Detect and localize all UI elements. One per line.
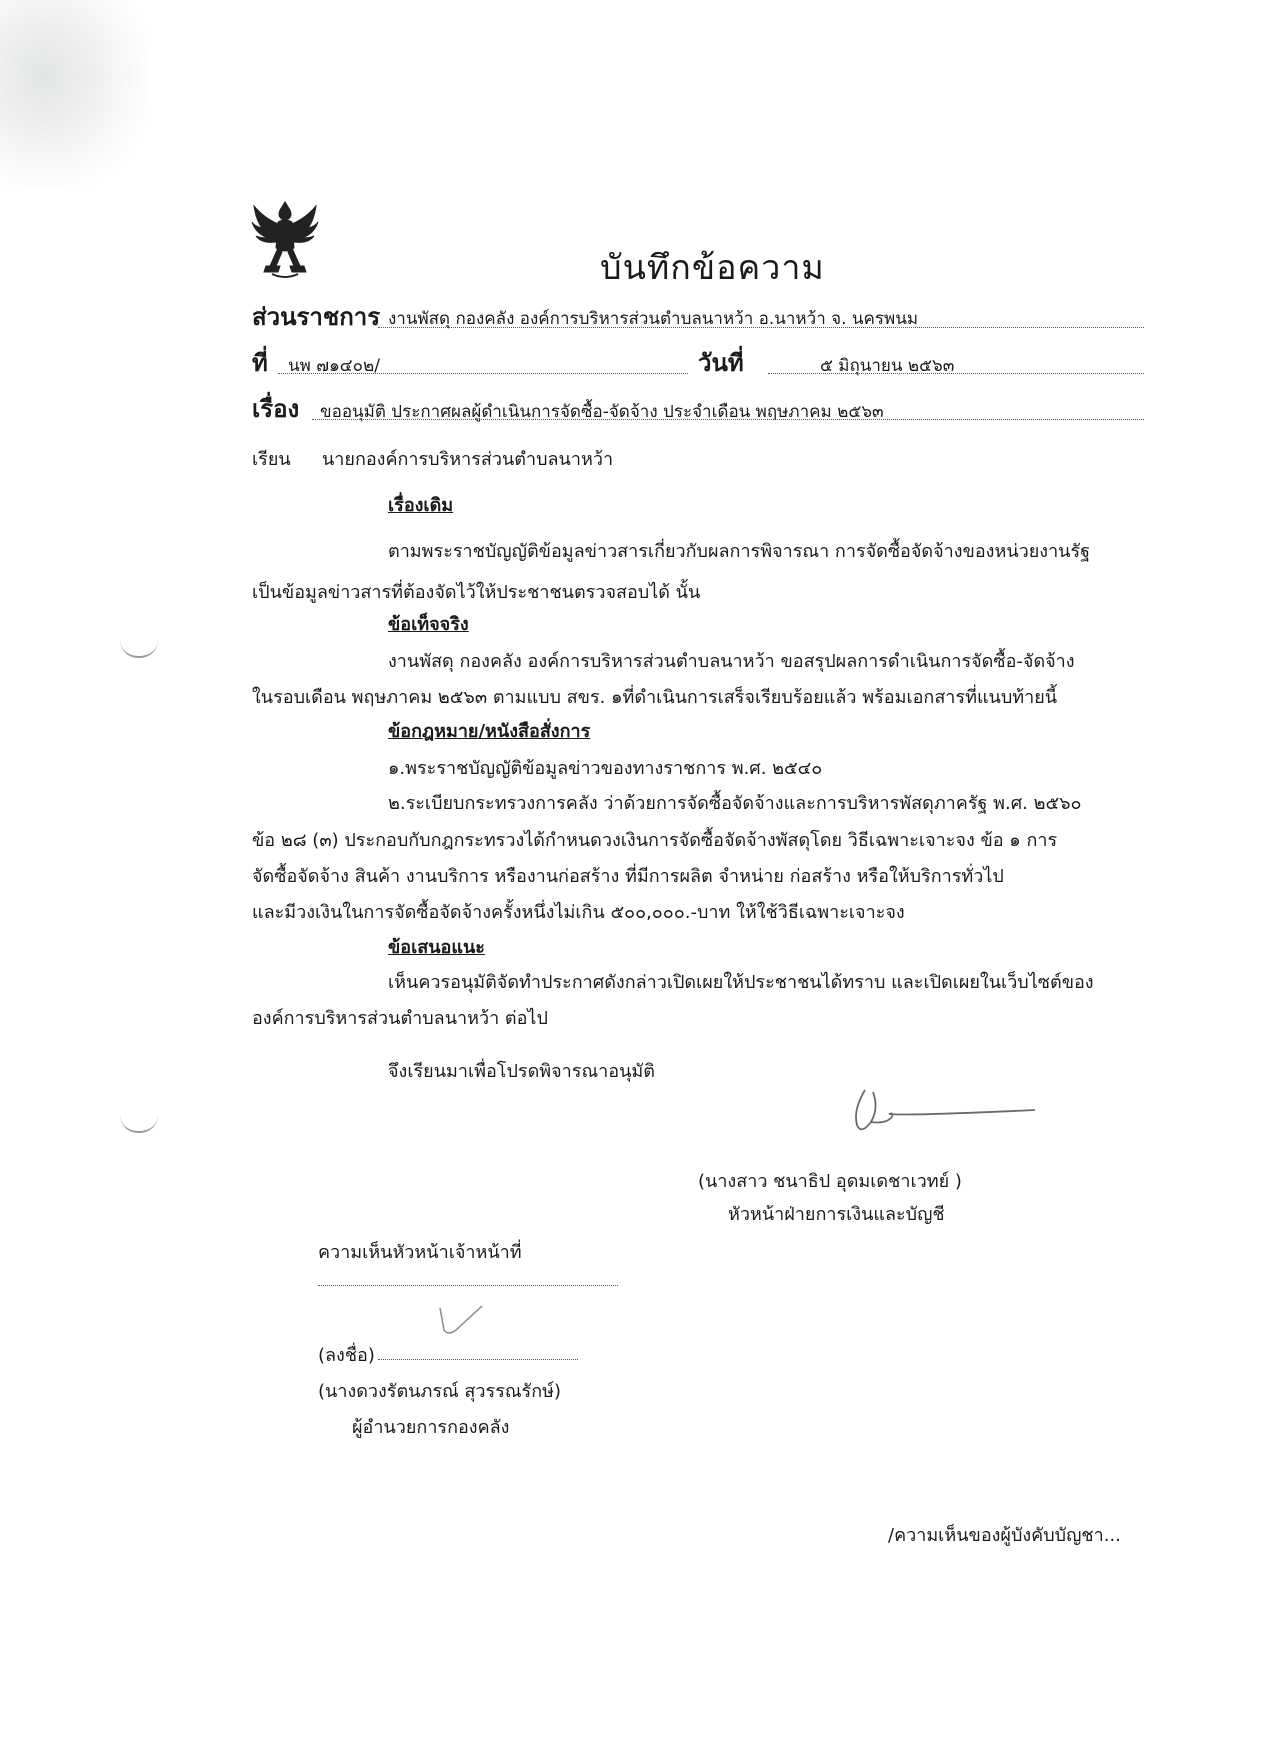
punch-hole-mark-1 xyxy=(120,640,158,658)
law-line-5: และมีวงเงินในการจัดซื้อจัดจ้างครั้งหนึ่งไม่เกิน ๕๐๐,๐๐๐.-บาท ให้ใช้วิธีเฉพาะเจาะจง xyxy=(252,902,905,923)
opinion-dotted-line xyxy=(318,1285,618,1286)
date-label: วันที่ xyxy=(698,349,744,377)
handwritten-signature-1 xyxy=(845,1080,1045,1140)
opinion-sign-dotted-line xyxy=(378,1359,578,1360)
subject-value: ขออนุมัติ ประกาศผลผู้ดำเนินการจัดซื้อ-จัดจ้าง ประจำเดือน พฤษภาคม ๒๕๖๓ xyxy=(320,402,884,422)
facts-heading: ข้อเท็จจริง xyxy=(388,614,469,635)
closing-text: จึงเรียนมาเพื่อโปรดพิจารณาอนุมัติ xyxy=(388,1061,655,1082)
opinion-label: ความเห็นหัวหน้าเจ้าหน้าที่ xyxy=(318,1242,522,1263)
opinion-position: ผู้อำนวยการกองคลัง xyxy=(352,1417,510,1438)
proposal-line-1: เห็นควรอนุมัติจัดทำประกาศดังกล่าวเปิดเผยให้ประชาชนได้ทราบ และเปิดเผยในเว็บไซต์ของ xyxy=(388,972,1094,993)
date-value: ๕ มิถุนายน ๒๕๖๓ xyxy=(820,356,955,376)
proposal-line-2: องค์การบริหารส่วนตำบลนาหว้า ต่อไป xyxy=(252,1008,548,1029)
to-value: นายกองค์การบริหารส่วนตำบลนาหว้า xyxy=(322,449,614,470)
law-line-3: ข้อ ๒๘ (๓) ประกอบกับกฎกระทรวงได้กำหนดวงเงินการจัดซื้อจัดจ้างพัสดุโดย วิธีเฉพาะเจาะจง ข้อ ๑ การ xyxy=(252,830,1058,851)
department-value: งานพัสดุ กองคลัง องค์การบริหารส่วนตำบลนาหว้า อ.นาหว้า จ. นครพนม xyxy=(388,309,919,329)
ref-value: นพ ๗๑๔๐๒/ xyxy=(288,356,380,376)
law-line-2: ๒.ระเบียบกระทรวงการคลัง ว่าด้วยการจัดซื้อจัดจ้างและการบริหารพัสดุภาครัฐ พ.ศ. ๒๕๖๐ xyxy=(388,793,1082,814)
proposal-heading: ข้อเสนอแนะ xyxy=(388,937,485,958)
ref-label: ที่ xyxy=(252,349,268,377)
signer-1-name: (นางสาว ชนาธิป อุดมเดชาเวทย์ ) xyxy=(698,1171,962,1192)
handwritten-check-mark xyxy=(430,1300,490,1340)
department-dotted-line xyxy=(378,327,1144,328)
garuda-emblem-icon xyxy=(250,200,320,280)
opinion-sign-label: (ลงชื่อ) xyxy=(318,1345,375,1366)
paper-stain xyxy=(0,0,150,190)
ref-dotted-line xyxy=(278,373,688,374)
to-label: เรียน xyxy=(252,449,291,470)
opinion-name: (นางดวงรัตนภรณ์ สุวรรณรักษ์) xyxy=(318,1381,562,1402)
facts-line-2: ในรอบเดือน พฤษภาคม ๒๕๖๓ ตามแบบ สขร. ๑ที่ดำเนินการเสร็จเรียบร้อยแล้ว พร้อมเอกสารที่แนบท้ายนี้ xyxy=(252,687,1058,708)
signer-1-position: หัวหน้าฝ่ายการเงินและบัญชี xyxy=(728,1204,945,1225)
memo-title: บันทึกข้อความ xyxy=(600,248,825,288)
law-heading: ข้อกฎหมาย/หนังสือสั่งการ xyxy=(388,721,591,742)
law-line-1: ๑.พระราชบัญญัติข้อมูลข่าวของทางราชการ พ.ศ. ๒๕๔๐ xyxy=(388,758,823,779)
background-heading: เรื่องเดิม xyxy=(388,495,454,516)
background-line-2: เป็นข้อมูลข่าวสารที่ต้องจัดไว้ให้ประชาชนตรวจสอบได้ นั้น xyxy=(252,582,701,603)
continue-text: /ความเห็นของผู้บังคับบัญชา... xyxy=(888,1525,1121,1546)
subject-dotted-line xyxy=(312,419,1144,420)
background-line-1: ตามพระราชบัญญัติข้อมูลข่าวสารเกี่ยวกับผลการพิจารณา การจัดซื้อจัดจ้างของหน่วยงานรัฐ xyxy=(388,541,1091,562)
punch-hole-mark-2 xyxy=(120,1115,158,1133)
subject-label: เรื่อง xyxy=(252,395,300,423)
law-line-4: จัดซื้อจัดจ้าง สินค้า งานบริการ หรืองานก่อสร้าง ที่มีการผลิต จำหน่าย ก่อสร้าง หรือให้บริการทั่วไป xyxy=(252,866,1004,887)
department-label: ส่วนราชการ xyxy=(252,303,381,331)
date-dotted-line xyxy=(768,373,1144,374)
facts-line-1: งานพัสดุ กองคลัง องค์การบริหารส่วนตำบลนาหว้า ขอสรุปผลการดำเนินการจัดซื้อ-จัดจ้าง xyxy=(388,651,1075,672)
